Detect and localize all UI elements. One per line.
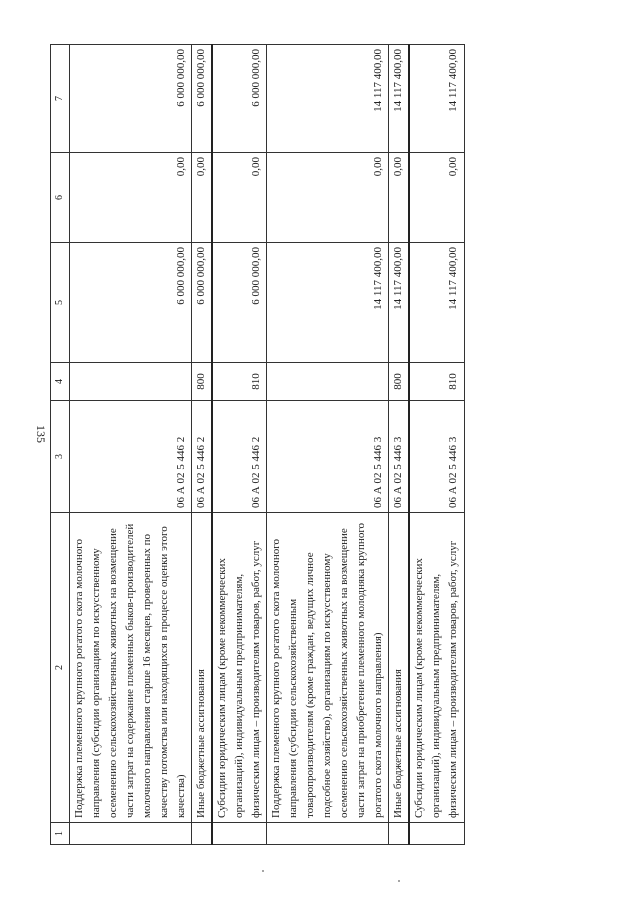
description-cell: Иные бюджетные ассигнования [389, 513, 410, 823]
amount-cell: 6 000 000,00 [69, 45, 191, 153]
amount-cell: 0,00 [267, 153, 389, 243]
table-row [69, 45, 191, 845]
page-number: 135 [34, 425, 48, 443]
type-cell: 810 [409, 363, 464, 401]
amount-cell: 14 117 400,00 [389, 243, 410, 363]
row-index-cell [267, 823, 389, 845]
amount-cell: 0,00 [212, 153, 267, 243]
amount-cell: 0,00 [69, 153, 191, 243]
description-cell: Субсидии юридическим лицам (кроме некоммерческих организаций), индивидуальным предпринимателям, физическим лицам – производителям товаров, работ, услуг [212, 513, 267, 823]
amount-cell: 14 117 400,00 [409, 243, 464, 363]
table-row [409, 45, 464, 845]
code-cell: 06 А 02 5 446 2 [212, 401, 267, 513]
row-index-cell [69, 823, 191, 845]
type-cell [69, 363, 191, 401]
code-cell: 06 А 02 5 446 3 [409, 401, 464, 513]
header-cell-2: 2 [51, 513, 70, 823]
amount-cell: 0,00 [389, 153, 410, 243]
type-cell: 800 [191, 363, 212, 401]
scan-speck [262, 870, 264, 872]
amount-cell: 6 000 000,00 [212, 243, 267, 363]
type-cell: 810 [212, 363, 267, 401]
amount-cell: 14 117 400,00 [409, 45, 464, 153]
description-cell: Поддержка племенного крупного рогатого скота молочного направления (субсидии сельскохозяйственным товаропроизводителям (кроме граждан, ведущих личное подсобное хозяйство), организациям по искусственному осеменению сельскохозяйственных животных на возмещение части затрат на приобретение племенного молодняка крупного рогатого скота молочного направления) [267, 513, 389, 823]
amount-cell: 6 000 000,00 [212, 45, 267, 153]
code-cell: 06 А 02 5 446 3 [267, 401, 389, 513]
table-row [267, 45, 389, 845]
table-row [389, 45, 410, 845]
rotated-table-wrapper [50, 45, 510, 845]
type-cell [267, 363, 389, 401]
header-cell-4: 4 [51, 363, 70, 401]
amount-cell: 14 117 400,00 [267, 243, 389, 363]
header-cell-1: 1 [51, 823, 70, 845]
header-cell-6: 6 [51, 153, 70, 243]
header-cell-3: 3 [51, 401, 70, 513]
code-cell: 06 А 02 5 446 2 [69, 401, 191, 513]
budget-table [50, 44, 465, 845]
amount-cell: 14 117 400,00 [267, 45, 389, 153]
table-row [191, 45, 212, 845]
amount-cell: 6 000 000,00 [191, 45, 212, 153]
description-cell: Иные бюджетные ассигнования [191, 513, 212, 823]
amount-cell: 14 117 400,00 [389, 45, 410, 153]
amount-cell: 0,00 [191, 153, 212, 243]
row-index-cell [409, 823, 464, 845]
row-index-cell [389, 823, 410, 845]
type-cell: 800 [389, 363, 410, 401]
table-row [212, 45, 267, 845]
amount-cell: 0,00 [409, 153, 464, 243]
row-index-cell [191, 823, 212, 845]
description-cell: Поддержка племенного крупного рогатого скота молочного направления (субсидии организациям по искусственному осеменению сельскохозяйственных животных на возмещение части затрат на содержание племенных быков-производителей молочного направления старше 16 месяцев, проверенных по качеству потомства или находящихся в процессе оценки этого качества) [69, 513, 191, 823]
amount-cell: 6 000 000,00 [191, 243, 212, 363]
header-row [51, 45, 70, 845]
amount-cell: 6 000 000,00 [69, 243, 191, 363]
code-cell: 06 А 02 5 446 3 [389, 401, 410, 513]
description-cell: Субсидии юридическим лицам (кроме некоммерческих организаций), индивидуальным предпринимателям, физическим лицам – производителям товаров, работ, услуг [409, 513, 464, 823]
header-cell-7: 7 [51, 45, 70, 153]
table-frame [50, 45, 510, 845]
scan-speck [398, 880, 400, 882]
header-cell-5: 5 [51, 243, 70, 363]
code-cell: 06 А 02 5 446 2 [191, 401, 212, 513]
row-index-cell [212, 823, 267, 845]
